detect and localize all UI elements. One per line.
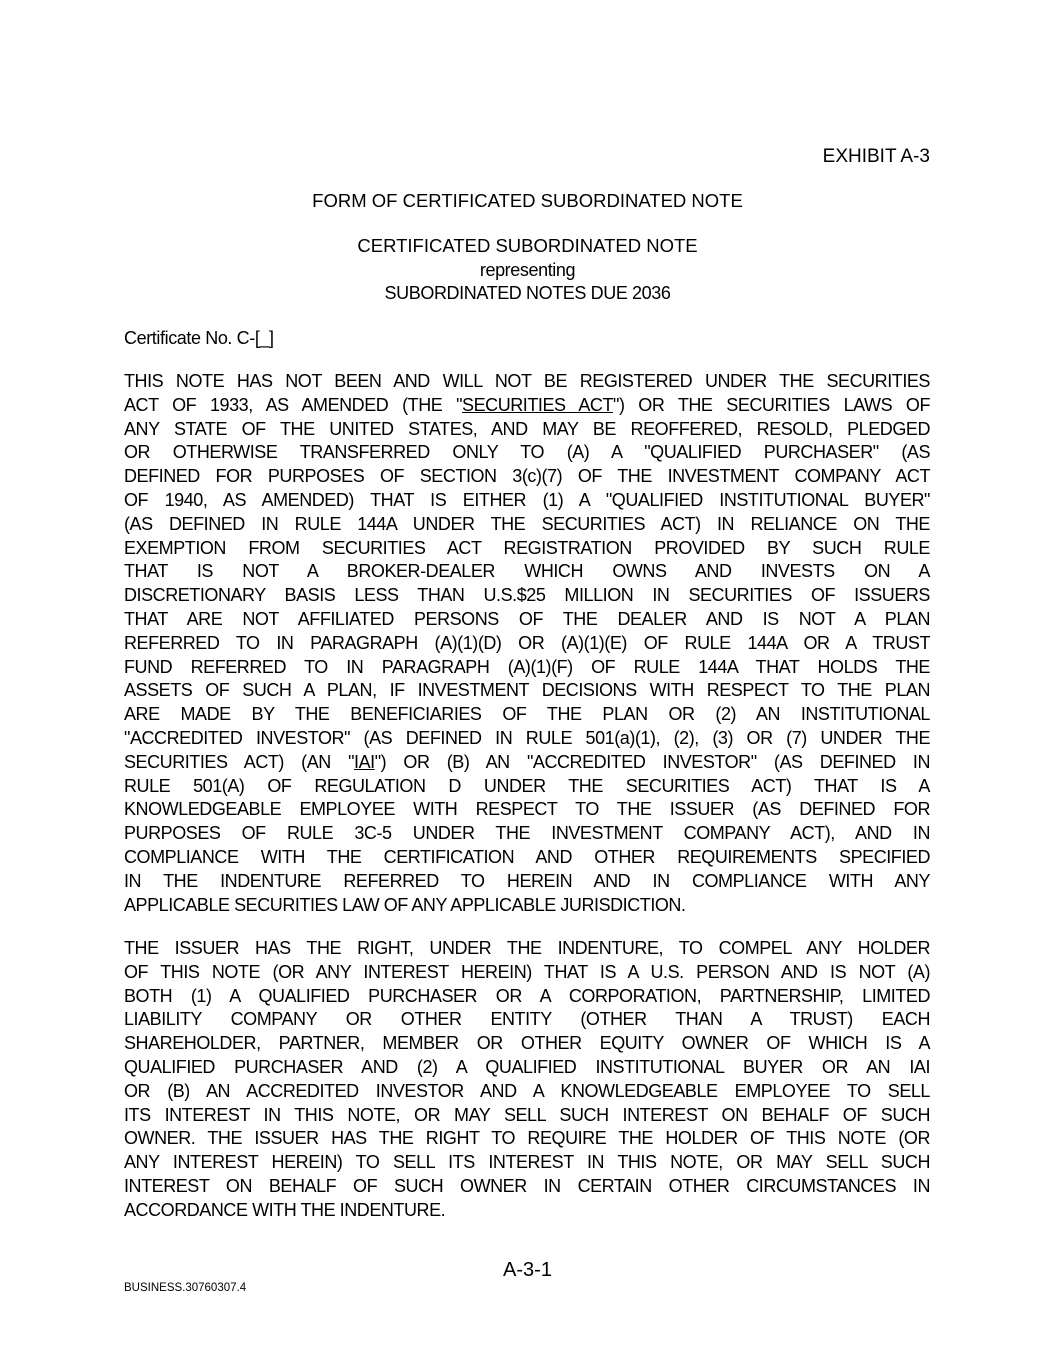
- text-line: DEFINED FOR PURPOSES OF SECTION 3(c)(7) OF THE INVESTMENT COMPANY ACT: [124, 466, 930, 487]
- certificate-number: Certificate No. C-[_]: [124, 328, 274, 348]
- text-line: PURPOSES OF RULE 3C-5 UNDER THE INVESTMENT COMPANY ACT), AND IN: [124, 823, 930, 844]
- text-line: (AS DEFINED IN RULE 144A UNDER THE SECURITIES ACT) IN RELIANCE ON THE: [124, 513, 930, 534]
- text-line: OWNER. THE ISSUER HAS THE RIGHT TO REQUIRE THE HOLDER OF THIS NOTE (OR: [124, 1128, 930, 1149]
- text-line: RULE 501(A) OF REGULATION D UNDER THE SECURITIES ACT) THAT IS A: [124, 775, 930, 796]
- exhibit-label: EXHIBIT A-3: [822, 146, 930, 167]
- text-line: ITS INTEREST IN THIS NOTE, OR MAY SELL SUCH INTEREST ON BEHALF OF SUCH: [124, 1104, 930, 1125]
- text-line: DISCRETIONARY BASIS LESS THAN U.S.$25 MILLION IN SECURITIES OF ISSUERS: [124, 585, 930, 606]
- legend-paragraph-1: [124, 370, 930, 917]
- text-line: KNOWLEDGEABLE EMPLOYEE WITH RESPECT TO THE ISSUER (AS DEFINED FOR: [124, 799, 930, 820]
- text-line: THE ISSUER HAS THE RIGHT, UNDER THE INDENTURE, TO COMPEL ANY HOLDER: [124, 938, 930, 958]
- document-id: BUSINESS.30760307.4: [124, 1282, 247, 1294]
- page-number: A-3-1: [503, 1259, 552, 1281]
- text-line: OR (B) AN ACCREDITED INVESTOR AND A KNOWLEDGEABLE EMPLOYEE TO SELL: [124, 1080, 930, 1101]
- note-heading-line2: representing: [479, 260, 576, 280]
- defined-term: SECURITIES ACT: [462, 394, 614, 415]
- text-line: FUND REFERRED TO IN PARAGRAPH (A)(1)(F) OF RULE 144A THAT HOLDS THE: [124, 656, 930, 677]
- legend-paragraph-2: [124, 937, 930, 1223]
- text-line: ACCORDANCE WITH THE INDENTURE.: [124, 1199, 446, 1220]
- text-line: IN THE INDENTURE REFERRED TO HEREIN AND IN COMPLIANCE WITH ANY: [124, 870, 930, 891]
- text-line: INTEREST ON BEHALF OF SUCH OWNER IN CERTAIN OTHER CIRCUMSTANCES IN: [124, 1175, 930, 1196]
- text-segment: ACT OF 1933, AS AMENDED (THE ": [124, 394, 463, 415]
- text-line: [124, 751, 930, 775]
- text-line: OR OTHERWISE TRANSFERRED ONLY TO (A) A "QUALIFIED PURCHASER" (AS: [124, 442, 930, 463]
- text-segment: ") OR (B) AN "ACCREDITED INVESTOR" (AS DEFINED IN: [374, 751, 930, 772]
- text-line: APPLICABLE SECURITIES LAW OF ANY APPLICABLE JURISDICTION.: [124, 894, 686, 915]
- text-line: COMPLIANCE WITH THE CERTIFICATION AND OTHER REQUIREMENTS SPECIFIED: [124, 846, 930, 867]
- text-line: OF 1940, AS AMENDED) THAT IS EITHER (1) A "QUALIFIED INSTITUTIONAL BUYER": [124, 489, 930, 510]
- text-line: ANY INTEREST HEREIN) TO SELL ITS INTEREST IN THIS NOTE, OR MAY SELL SUCH: [124, 1152, 930, 1173]
- text-line: REFERRED TO IN PARAGRAPH (A)(1)(D) OR (A)(1)(E) OF RULE 144A OR A TRUST: [124, 632, 930, 653]
- text-line: THAT IS NOT A BROKER-DEALER WHICH OWNS AND INVESTS ON A: [124, 561, 930, 582]
- text-line: QUALIFIED PURCHASER AND (2) A QUALIFIED INSTITUTIONAL BUYER OR AN IAI: [124, 1056, 930, 1077]
- text-line: [124, 394, 930, 418]
- text-line: ARE MADE BY THE BENEFICIARIES OF THE PLAN OR (2) AN INSTITUTIONAL: [124, 704, 930, 725]
- text-line: OF THIS NOTE (OR ANY INTEREST HEREIN) THAT IS A U.S. PERSON AND IS NOT (A): [124, 961, 930, 982]
- text-line: SHAREHOLDER, PARTNER, MEMBER OR OTHER EQUITY OWNER OF WHICH IS A: [124, 1033, 930, 1054]
- text-segment: SECURITIES ACT) (AN ": [124, 751, 355, 772]
- text-line: EXEMPTION FROM SECURITIES ACT REGISTRATION PROVIDED BY SUCH RULE: [124, 537, 930, 558]
- text-line: BOTH (1) A QUALIFIED PURCHASER OR A CORPORATION, PARTNERSHIP, LIMITED: [124, 985, 930, 1006]
- text-segment: ") OR THE SECURITIES LAWS OF: [613, 394, 931, 415]
- defined-term: IAI: [354, 751, 375, 772]
- text-line: ANY STATE OF THE UNITED STATES, AND MAY BE REOFFERED, RESOLD, PLEDGED: [124, 418, 930, 439]
- text-line: THIS NOTE HAS NOT BEEN AND WILL NOT BE REGISTERED UNDER THE SECURITIES: [124, 371, 930, 391]
- note-heading-line1: CERTIFICATED SUBORDINATED NOTE: [357, 235, 698, 256]
- text-line: LIABILITY COMPANY OR OTHER ENTITY (OTHER THAN A TRUST) EACH: [124, 1009, 930, 1030]
- text-line: THAT ARE NOT AFFILIATED PERSONS OF THE DEALER AND IS NOT A PLAN: [124, 608, 930, 629]
- note-heading-line3: SUBORDINATED NOTES DUE 2036: [384, 283, 671, 303]
- text-line: "ACCREDITED INVESTOR" (AS DEFINED IN RULE 501(a)(1), (2), (3) OR (7) UNDER THE: [124, 727, 930, 748]
- text-line: ASSETS OF SUCH A PLAN, IF INVESTMENT DECISIONS WITH RESPECT TO THE PLAN: [124, 680, 930, 701]
- form-title: FORM OF CERTIFICATED SUBORDINATED NOTE: [312, 190, 743, 211]
